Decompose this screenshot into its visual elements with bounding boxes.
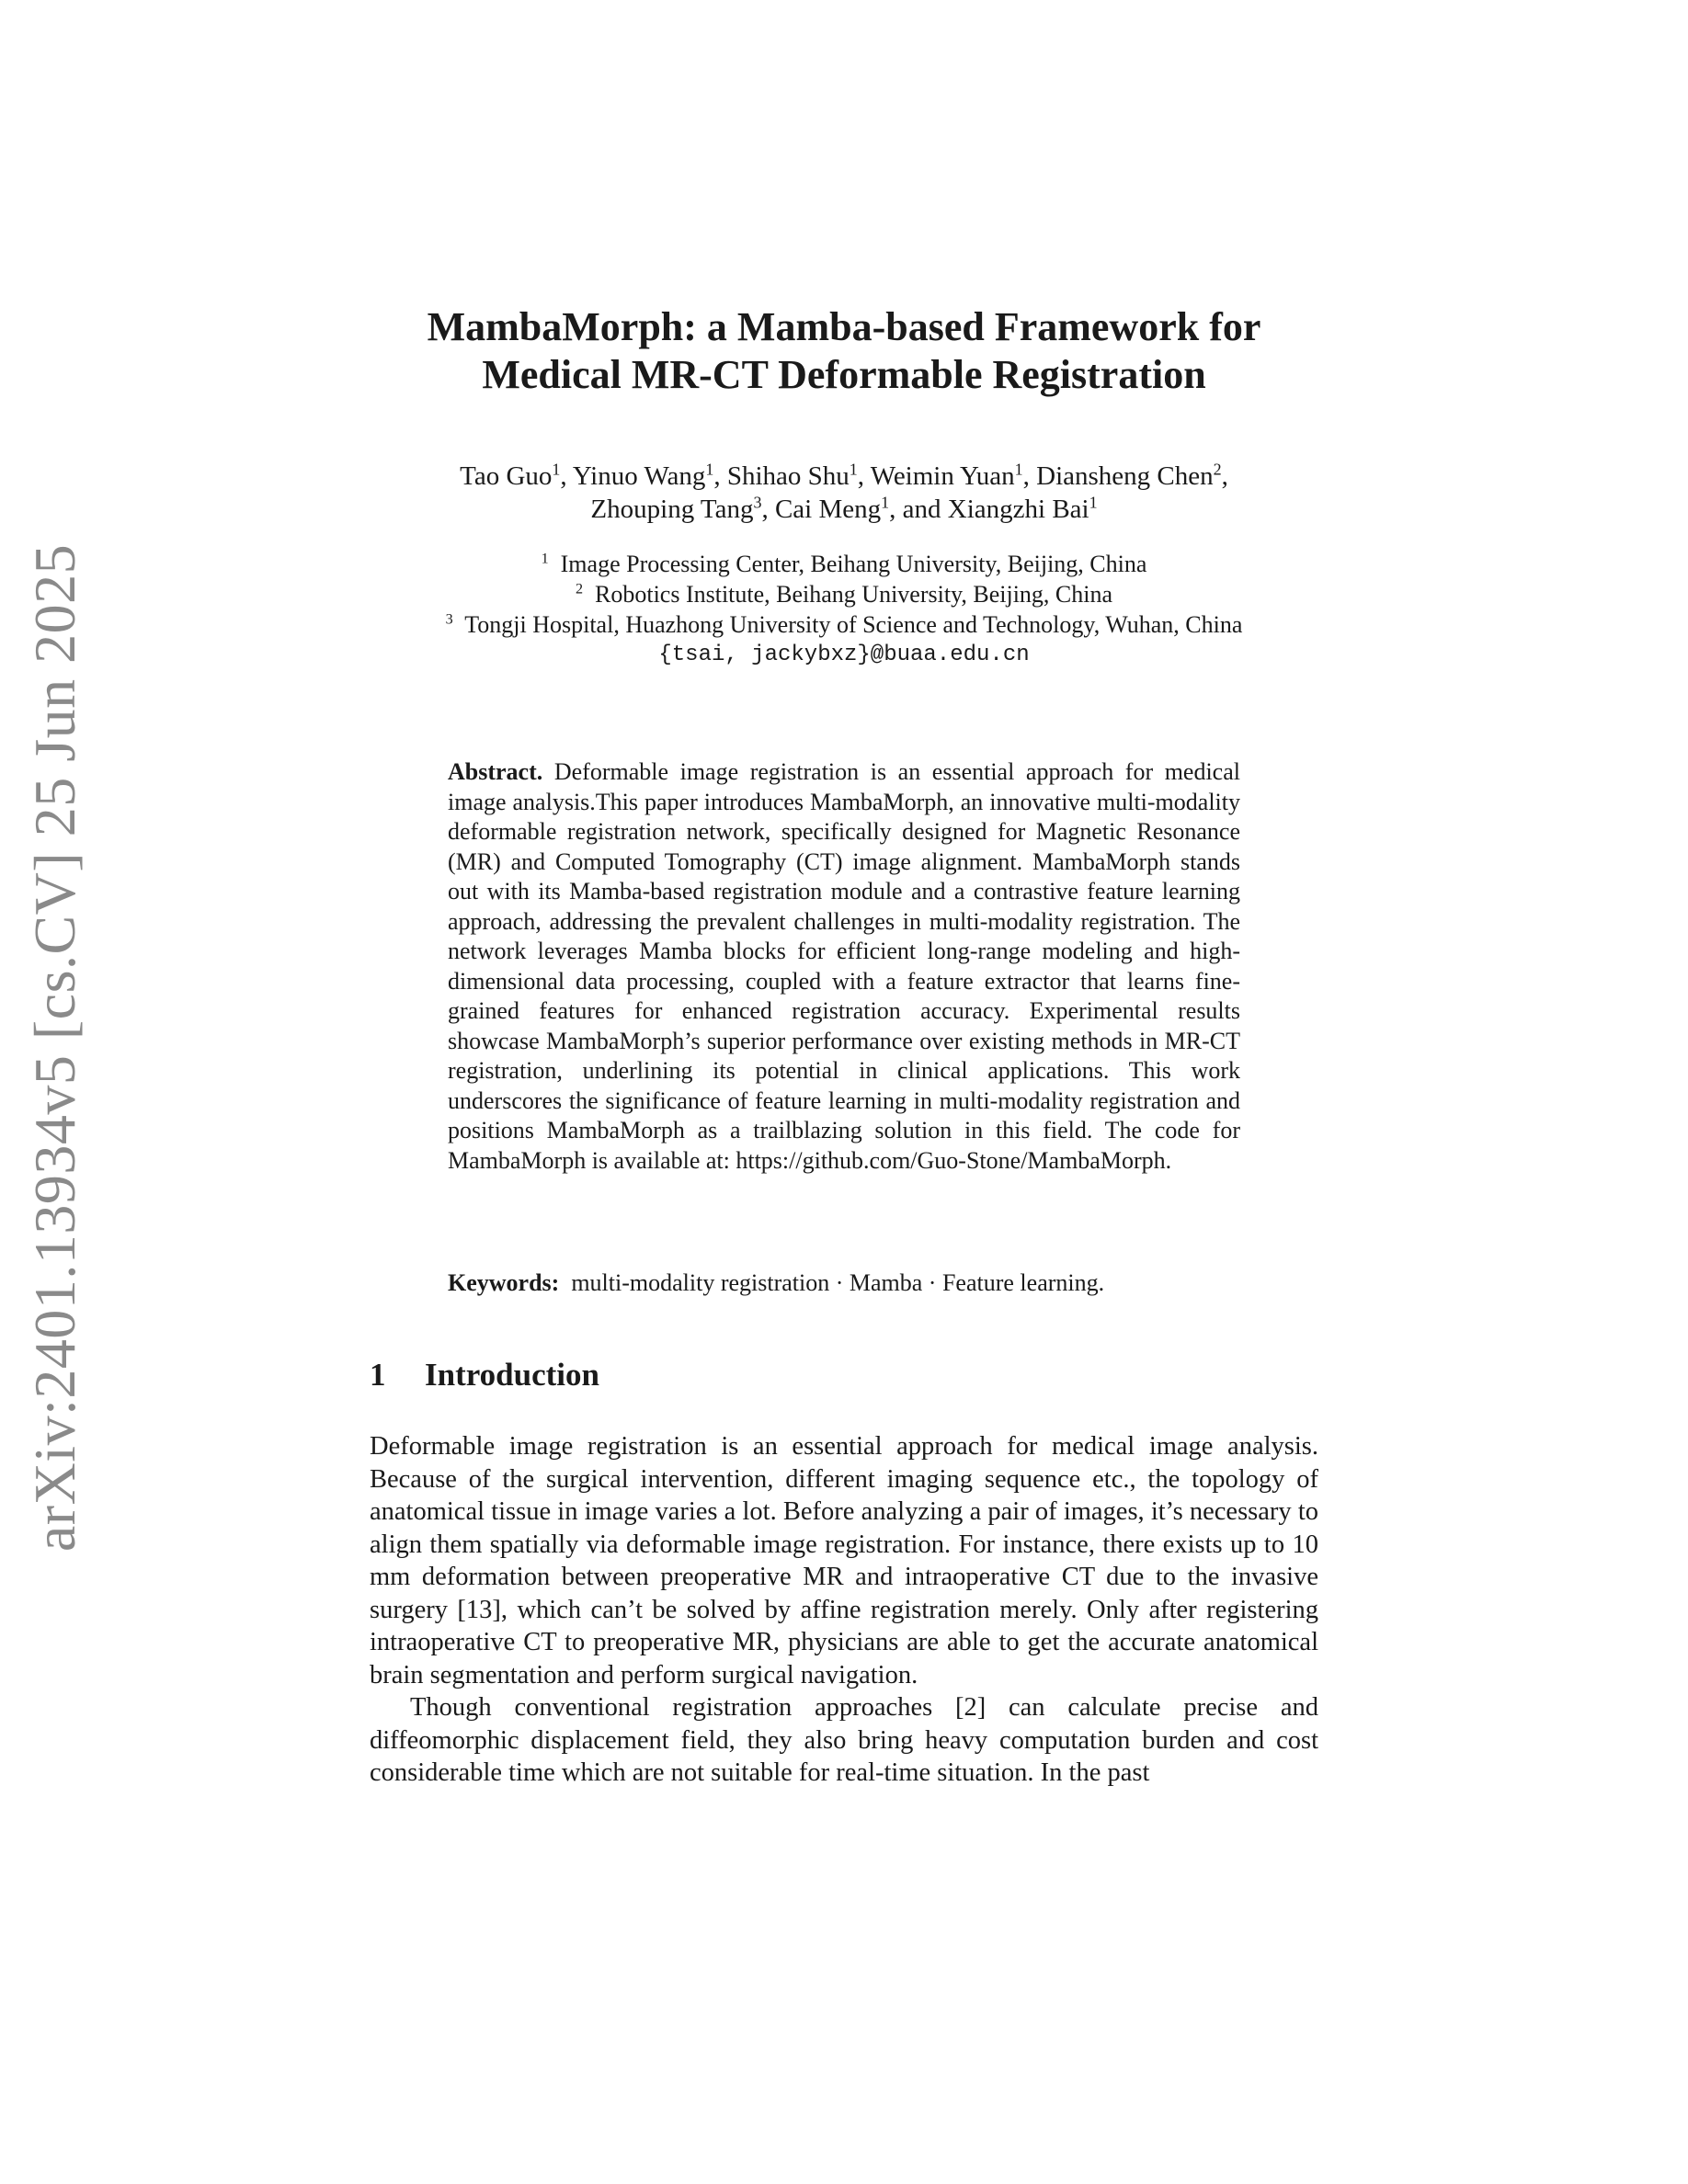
affiliation-item [276, 549, 1412, 579]
author-name: Xiangzhi Bai [947, 495, 1089, 524]
author-name: Tao Guo [460, 461, 553, 491]
author-name: Shihao Shu [726, 461, 850, 491]
author-affiliation-mark: 1 [705, 460, 714, 479]
author-affiliation-mark: 1 [1089, 493, 1098, 512]
author-separator: , [1022, 461, 1037, 491]
author-line-1 [276, 460, 1412, 493]
author-name: Diansheng Chen [1036, 461, 1214, 491]
abstract-label: Abstract. [448, 758, 543, 785]
keywords-label: Keywords: [448, 1269, 560, 1296]
author-separator: , and [889, 495, 948, 524]
author-separator: , [761, 495, 775, 524]
author-affiliation-mark: 1 [552, 460, 561, 479]
abstract [448, 757, 1240, 1176]
affiliation-number: 1 [541, 551, 549, 567]
paper-title [276, 303, 1412, 399]
author-list [276, 460, 1412, 526]
affiliation-list [276, 549, 1412, 670]
section-title: Introduction [425, 1357, 599, 1393]
body-paragraph: Though conventional registration approaches [2] can calculate precise and diffeomorphic displacement field, they also bring heavy computation burden and cost considerable time which are not suitable for real-time situation. In the past [370, 1693, 1318, 1787]
section-heading [370, 1355, 599, 1395]
arxiv-side-stamp: arXiv:2401.13934v5 [cs.CV] 25 Jun 2025 [22, 543, 87, 1553]
author-affiliation-mark: 1 [881, 493, 890, 512]
author-affiliation-mark: 1 [1014, 460, 1023, 479]
affiliation-number: 3 [445, 611, 453, 628]
author-separator: , [857, 461, 871, 491]
affiliation-text: Image Processing Center, Beihang University, Beijing, China [560, 551, 1147, 577]
abstract-text: Deformable image registration is an essential approach for medical image analysis.This paper introduces MambaMorph, an innovative multi-modality deformable registration network, specifically designed for Magnetic Resonance (MR) and Computed Tomography (CT) image alignment. MambaMorph stands out with its Mamba-based registration module and a contrastive feature learning approach, addressing the prevalent challenges in multi-modality registration. The network leverages Mamba blocks for efficient long-range modeling and high-dimensional data processing, coupled with a feature extractor that learns fine-grained features for enhanced registration accuracy. Experimental results showcase MambaMorph’s superior performance over existing methods in MR-CT registration, underlining its potential in clinical applications. This work underscores the significance of feature learning in multi-modality registration and positions MambaMorph as a trailblazing solution in this field. The code for MambaMorph is available at: https://github.com/Guo-Stone/MambaMorph. [448, 758, 1240, 1174]
author-name: Cai Meng [774, 495, 882, 524]
keywords [448, 1268, 1240, 1298]
author-affiliation-mark: 1 [849, 460, 858, 479]
section-number: 1 [370, 1357, 386, 1393]
author-name: Zhouping Tang [590, 495, 754, 524]
affiliation-item [276, 579, 1412, 609]
title-line-2: Medical MR-CT Deformable Registration [482, 352, 1206, 397]
author-affiliation-mark: 3 [753, 493, 762, 512]
keywords-text: multi-modality registration · Mamba · Feature learning. [571, 1269, 1105, 1296]
body-paragraph: Deformable image registration is an essential approach for medical image analysis. Because of the surgical intervention, different imaging sequence etc., the topology of anatomical tissue in image varies a lot. Before analyzing a pair of images, it’s necessary to align them spatially via deformable image registration. For instance, there exists up to 10 mm deformation between preoperative MR and intraoperative CT due to the invasive surgery [13], which can’t be solved by affine registration merely. Only after registering intraoperative CT to preoperative MR, physicians are able to get the accurate anatomical brain segmentation and perform surgical navigation. [370, 1432, 1318, 1689]
affiliation-number: 2 [575, 581, 583, 597]
affiliation-text: Tongji Hospital, Huazhong University of Science and Technology, Wuhan, China [464, 611, 1243, 638]
section-body [370, 1430, 1318, 1790]
author-line-2 [276, 493, 1412, 526]
affiliation-text: Robotics Institute, Beihang University, Beijing, China [595, 581, 1113, 608]
author-name: Yinuo Wang [572, 461, 706, 491]
affiliation-item [276, 609, 1412, 640]
author-separator: , [713, 461, 727, 491]
author-separator: , [560, 461, 573, 491]
author-name: Weimin Yuan [870, 461, 1015, 491]
title-line-1: MambaMorph: a Mamba-based Framework for [427, 304, 1261, 349]
contact-email[interactable]: {tsai, jackybxz}@buaa.edu.cn [658, 643, 1030, 667]
author-separator: , [1221, 461, 1228, 491]
author-affiliation-mark: 2 [1213, 460, 1222, 479]
